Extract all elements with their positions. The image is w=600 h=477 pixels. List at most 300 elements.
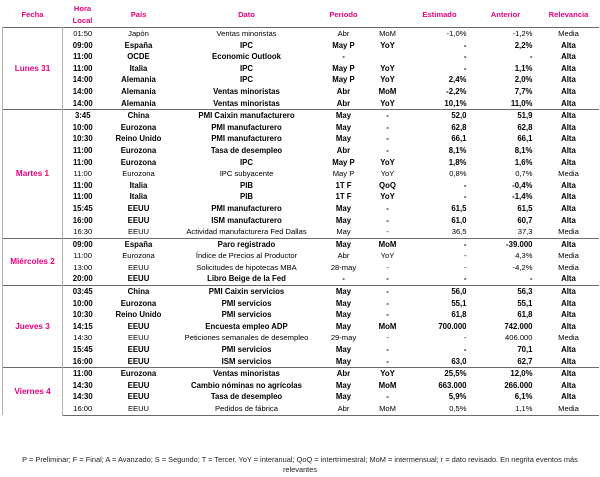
estimado-cell: 55,1	[451, 298, 467, 308]
table-row	[3, 74, 599, 86]
tipo-cell: -	[386, 215, 389, 225]
relevancia-cell: Media	[558, 169, 579, 179]
dato-cell: Ventas minoristas	[175, 368, 319, 380]
day-group	[3, 110, 599, 239]
periodo-cell: May P	[332, 157, 355, 167]
relevancia-cell: Media	[539, 403, 599, 415]
dato-cell: PMI servicios	[221, 298, 272, 308]
relevancia-cell: Alta	[539, 368, 599, 380]
dato-cell: Ventas minoristas	[175, 98, 319, 110]
tipo-cell: -	[386, 310, 389, 320]
tipo-cell: -	[369, 110, 407, 122]
anterior-cell: 12,0%	[473, 368, 539, 380]
anterior-cell: 4,3%	[515, 251, 533, 261]
table-row	[3, 63, 599, 75]
relevancia-cell: Alta	[561, 215, 576, 225]
periodo-cell: May P	[332, 169, 355, 179]
anterior-cell: 66,1	[517, 134, 533, 144]
periodo-cell: Abr	[337, 251, 350, 261]
relevancia-cell: Alta	[561, 321, 576, 331]
estimado-cell: -2,2%	[446, 86, 467, 96]
header-dato: Dato	[238, 10, 255, 20]
hora-cell: 14:30	[72, 380, 93, 390]
dato-cell: IPC	[240, 40, 253, 50]
estimado-cell: 56,0	[407, 286, 473, 298]
estimado-cell: 61,0	[451, 215, 467, 225]
relevancia-cell: Alta	[561, 192, 576, 202]
dato-cell: ISM manufacturero	[211, 215, 282, 225]
relevancia-cell: Alta	[561, 63, 576, 73]
periodo-cell: May	[319, 110, 369, 122]
anterior-cell: 0,7%	[515, 169, 533, 179]
dato-cell: PMI Caixin manufacturero	[175, 110, 319, 122]
relevancia-cell: Alta	[539, 238, 599, 250]
hora-cell: 11:00	[72, 192, 93, 202]
relevancia-cell: Alta	[561, 52, 576, 62]
hora-cell: 10:00	[72, 298, 93, 308]
periodo-cell: May	[319, 356, 369, 368]
pais-cell: China	[103, 110, 175, 122]
header-periodo: Periodo	[329, 10, 358, 20]
table-row	[3, 298, 599, 310]
periodo-cell: -	[319, 273, 369, 285]
periodo-cell: May	[335, 122, 352, 132]
pais-cell: Eurozona	[120, 157, 157, 167]
anterior-cell: -	[529, 52, 533, 62]
tipo-cell: YoY	[369, 98, 407, 110]
periodo-cell: 29-may	[330, 333, 357, 343]
header-pais: País	[130, 10, 147, 20]
hora-cell: 14:15	[72, 321, 93, 331]
hora-cell: 10:30	[72, 134, 93, 144]
periodo-cell: Abr	[336, 86, 351, 96]
periodo-cell: -	[342, 52, 345, 62]
anterior-cell: 1,1%	[514, 63, 533, 73]
estimado-cell: 0,8%	[449, 169, 467, 179]
anterior-cell: 55,1	[517, 298, 533, 308]
dato-cell: PMI manufacturero	[211, 134, 282, 144]
hora-cell: 16:00	[72, 215, 93, 225]
dato-cell: PMI manufacturero	[211, 203, 282, 213]
table-row	[3, 250, 599, 262]
hora-cell: 10:30	[72, 310, 93, 320]
tipo-cell: -	[386, 333, 389, 343]
hora-cell: 11:00	[73, 169, 92, 179]
estimado-cell: 1,8%	[448, 157, 467, 167]
pais-cell: EEUU	[127, 321, 150, 331]
relevancia-cell: Media	[558, 333, 579, 343]
pais-cell: EEUU	[127, 380, 150, 390]
tipo-cell: MoM	[369, 28, 407, 40]
estimado-cell: -	[463, 345, 467, 355]
periodo-cell: May	[319, 226, 369, 238]
anterior-cell: 62,7	[473, 356, 539, 368]
estimado-cell: 66,1	[451, 134, 467, 144]
dato-cell: Paro registrado	[175, 238, 319, 250]
table-row	[3, 28, 599, 40]
header-hora: Hora Local	[72, 4, 93, 25]
anterior-cell: 8,1%	[514, 145, 533, 155]
estimado-cell: 61,5	[451, 203, 467, 213]
table-row	[3, 215, 599, 227]
hora-cell: 01:50	[63, 28, 103, 40]
pais-cell: Alemania	[103, 98, 175, 110]
tipo-cell: -	[386, 122, 389, 132]
day-group	[3, 286, 599, 368]
table-row	[3, 273, 599, 285]
hora-cell: 16:00	[63, 356, 103, 368]
day-label: Jueves 3	[3, 286, 63, 368]
dato-cell: Índice de Precios al Productor	[195, 251, 298, 261]
estimado-cell: -	[463, 192, 467, 202]
hora-cell: 20:00	[63, 273, 103, 285]
table-row	[3, 403, 599, 415]
anterior-cell: 70,1	[517, 345, 533, 355]
hora-cell: 14:00	[63, 98, 103, 110]
pais-cell: Alemania	[121, 86, 156, 96]
table-row	[3, 191, 599, 203]
pais-cell: EEUU	[127, 262, 150, 272]
hora-cell: 11:00	[72, 157, 93, 167]
anterior-cell: -1,2%	[473, 28, 539, 40]
table-row	[3, 332, 599, 344]
table-row	[3, 344, 599, 356]
pais-cell: China	[103, 286, 175, 298]
header-fecha: Fecha	[21, 10, 44, 20]
header-estimado: Estimado	[422, 10, 457, 20]
tipo-cell: MoM	[378, 321, 397, 331]
periodo-cell: May	[335, 321, 352, 331]
dato-cell: PMI Caixin servicios	[175, 286, 319, 298]
anterior-cell: 51,9	[473, 110, 539, 122]
tipo-cell: -	[369, 226, 407, 238]
pais-cell: EEUU	[103, 226, 175, 238]
footnote: P = Preliminar; F = Final; A = Avanzado; S = Segundo; T = Tercer. YoY = interanual; QoQ = intertrimestral; MoM = intermensual; r = dato revisado. En negrita eventos más relevantes	[22, 455, 578, 474]
tipo-cell: -	[369, 286, 407, 298]
anterior-cell: -4,2%	[512, 262, 533, 272]
dato-cell: PMI servicios	[221, 345, 272, 355]
table-row	[3, 86, 599, 98]
table-row	[3, 286, 599, 298]
anterior-cell: 62,8	[517, 122, 533, 132]
pais-cell: Italia	[129, 180, 148, 190]
dato-cell: IPC subyacente	[219, 169, 274, 179]
day-label: Miércoles 2	[3, 238, 63, 285]
anterior-cell: 7,7%	[514, 86, 533, 96]
estimado-cell: -	[463, 262, 467, 272]
periodo-cell: 1T F	[335, 180, 352, 190]
relevancia-cell: Alta	[561, 180, 576, 190]
table-row	[3, 157, 599, 169]
estimado-cell: -1,0%	[407, 28, 473, 40]
relevancia-cell: Alta	[561, 380, 576, 390]
periodo-cell: May	[335, 310, 352, 320]
periodo-cell: Abr	[319, 28, 369, 40]
periodo-cell: Abr	[319, 403, 369, 415]
estimado-cell: 700.000	[438, 321, 467, 331]
dato-cell: Libro Beige de la Fed	[175, 273, 319, 285]
estimado-cell: -	[407, 238, 473, 250]
estimado-cell: -	[463, 251, 467, 261]
hora-cell: 16:00	[63, 403, 103, 415]
hora-cell: 10:00	[72, 122, 93, 132]
pais-cell: Reino Unido	[115, 134, 162, 144]
tipo-cell: -	[386, 298, 389, 308]
table-row	[3, 168, 599, 180]
day-group	[3, 368, 599, 415]
pais-cell: Italia	[129, 192, 148, 202]
dato-cell: ISM servicios	[175, 356, 319, 368]
relevancia-cell: Media	[539, 28, 599, 40]
anterior-cell: 266.000	[504, 380, 533, 390]
anterior-cell: 37,3	[473, 226, 539, 238]
tipo-cell: MoM	[369, 403, 407, 415]
estimado-cell: 25,5%	[407, 368, 473, 380]
tipo-cell: -	[386, 145, 389, 155]
tipo-cell: MoM	[369, 238, 407, 250]
tipo-cell: -	[386, 392, 389, 402]
estimado-cell: -	[407, 273, 473, 285]
table-header	[3, 3, 599, 28]
tipo-cell: YoY	[380, 169, 395, 179]
pais-cell: EEUU	[103, 273, 175, 285]
estimado-cell: 52,0	[407, 110, 473, 122]
pais-cell: OCDE	[127, 52, 150, 62]
hora-cell: 09:00	[72, 40, 93, 50]
relevancia-cell: Alta	[561, 157, 576, 167]
tipo-cell: YoY	[369, 368, 407, 380]
anterior-cell: 2,2%	[514, 40, 533, 50]
periodo-cell: May	[335, 380, 352, 390]
pais-cell: Eurozona	[120, 122, 157, 132]
dato-cell: Cambio nóminas no agrícolas	[191, 380, 302, 390]
day-label: Lunes 31	[3, 28, 63, 110]
periodo-cell: May	[335, 345, 352, 355]
table-row	[3, 391, 599, 403]
table-row	[3, 40, 599, 52]
estimado-cell: 61,8	[451, 310, 467, 320]
tipo-cell: YoY	[380, 157, 395, 167]
anterior-cell: -	[473, 273, 539, 285]
header-relevancia: Relevancia	[548, 10, 589, 20]
periodo-cell: May	[335, 203, 352, 213]
estimado-cell: 62,8	[451, 122, 467, 132]
table-row	[3, 98, 599, 110]
anterior-cell: 742.000	[504, 321, 533, 331]
tipo-cell: QoQ	[379, 180, 396, 190]
periodo-cell: May	[335, 215, 352, 225]
anterior-cell: 1,1%	[473, 403, 539, 415]
day-group	[3, 238, 599, 285]
tipo-cell: -	[386, 345, 389, 355]
tipo-cell: -	[386, 262, 389, 272]
anterior-cell: 1,6%	[514, 157, 533, 167]
pais-cell: Japón	[103, 28, 175, 40]
hora-cell: 3:45	[63, 110, 103, 122]
table-row	[3, 309, 599, 321]
pais-cell: Alemania	[121, 75, 156, 85]
estimado-cell: -	[463, 52, 467, 62]
table-row	[3, 51, 599, 63]
table-row	[3, 368, 599, 380]
hora-cell: 11:00	[72, 180, 93, 190]
pais-cell: Eurozona	[122, 169, 155, 179]
header-tipo	[369, 3, 407, 28]
estimado-cell: 0,5%	[407, 403, 473, 415]
dato-cell: IPC	[240, 63, 253, 73]
tipo-cell: YoY	[380, 251, 395, 261]
table-row	[3, 380, 599, 392]
hora-cell: 03:45	[63, 286, 103, 298]
dato-cell: Pedidos de fábrica	[175, 403, 319, 415]
periodo-cell: May P	[332, 40, 355, 50]
table-row	[3, 226, 599, 238]
anterior-cell: -39.000	[473, 238, 539, 250]
header-anterior: Anterior	[490, 10, 521, 20]
dato-cell: Ventas minoristas	[175, 28, 319, 40]
calendar-table	[2, 3, 599, 416]
anterior-cell: 61,8	[517, 310, 533, 320]
table-row	[3, 203, 599, 215]
pais-cell: Eurozona	[103, 368, 175, 380]
estimado-cell: 2,4%	[448, 75, 467, 85]
relevancia-cell: Alta	[561, 392, 576, 402]
pais-cell: EEUU	[127, 333, 150, 343]
periodo-cell: May	[335, 298, 352, 308]
table-row	[3, 356, 599, 368]
anterior-cell: 406.000	[505, 333, 533, 343]
hora-cell: 16:30	[63, 226, 103, 238]
tipo-cell: -	[386, 203, 389, 213]
relevancia-cell: Alta	[561, 203, 576, 213]
anterior-cell: 2,0%	[514, 75, 533, 85]
hora-cell: 15:45	[72, 345, 93, 355]
pais-cell: España	[124, 40, 153, 50]
estimado-cell: -	[463, 40, 467, 50]
periodo-cell: May P	[332, 75, 355, 85]
relevancia-cell: Alta	[561, 134, 576, 144]
hora-cell: 09:00	[63, 238, 103, 250]
pais-cell: Eurozona	[122, 251, 155, 261]
dato-cell: Solicitudes de hipotecas MBA	[196, 262, 297, 272]
table-row	[3, 321, 599, 333]
hora-cell: 14:30	[73, 333, 93, 343]
dato-cell: Economic Outlook	[212, 52, 281, 62]
relevancia-cell: Alta	[539, 356, 599, 368]
tipo-cell: -	[369, 273, 407, 285]
dato-cell: Tasa de desempleo	[210, 392, 283, 402]
dato-cell: Actividad manufacturera Fed Dallas	[175, 226, 319, 238]
table-row	[3, 180, 599, 192]
estimado-cell: 663.000	[438, 380, 467, 390]
tipo-cell: MoM	[378, 380, 397, 390]
dato-cell: Ventas minoristas	[213, 86, 280, 96]
anterior-cell: 61,5	[517, 203, 533, 213]
periodo-cell: 1T F	[335, 192, 352, 202]
table-row	[3, 133, 599, 145]
relevancia-cell: Alta	[561, 75, 576, 85]
periodo-cell: May	[335, 134, 352, 144]
table-row	[3, 122, 599, 134]
relevancia-cell: Media	[558, 251, 579, 261]
day-label: Viernes 4	[3, 368, 63, 415]
tipo-cell: YoY	[380, 63, 395, 73]
day-label: Martes 1	[3, 110, 63, 239]
relevancia-cell: Alta	[539, 98, 599, 110]
hora-cell: 11:00	[73, 251, 92, 261]
periodo-cell: Abr	[319, 98, 369, 110]
estimado-cell: -	[463, 333, 467, 343]
pais-cell: Italia	[129, 63, 148, 73]
tipo-cell: YoY	[380, 40, 395, 50]
relevancia-cell: Alta	[539, 110, 599, 122]
dato-cell: Peticiones semanales de desempleo	[184, 333, 309, 343]
dato-cell: IPC	[240, 75, 253, 85]
relevancia-cell: Alta	[561, 122, 576, 132]
periodo-cell: May	[319, 286, 369, 298]
table-row	[3, 238, 599, 250]
table-row	[3, 110, 599, 122]
estimado-cell: 36,5	[407, 226, 473, 238]
estimado-cell: -	[463, 63, 467, 73]
table-row	[3, 145, 599, 157]
relevancia-cell: Alta	[561, 145, 576, 155]
anterior-cell: -1,4%	[512, 192, 533, 202]
day-group	[3, 28, 599, 110]
anterior-cell: 6,1%	[514, 392, 533, 402]
pais-cell: Reino Unido	[115, 310, 162, 320]
relevancia-cell: Alta	[561, 86, 576, 96]
estimado-cell: -	[463, 180, 467, 190]
hora-cell: 11:00	[72, 145, 93, 155]
table-row	[3, 262, 599, 274]
dato-cell: PIB	[240, 192, 253, 202]
hora-cell: 14:00	[72, 75, 93, 85]
dato-cell: PIB	[240, 180, 253, 190]
hora-cell: 15:45	[72, 203, 93, 213]
dato-cell: PMI servicios	[221, 310, 272, 320]
tipo-cell	[369, 51, 407, 63]
pais-cell: España	[103, 238, 175, 250]
periodo-cell: Abr	[319, 368, 369, 380]
anterior-cell: 11,0%	[473, 98, 539, 110]
periodo-cell: May	[319, 238, 369, 250]
tipo-cell: -	[369, 356, 407, 368]
anterior-cell: 56,3	[473, 286, 539, 298]
tipo-cell: MoM	[378, 86, 397, 96]
dato-cell: Encuesta empleo ADP	[205, 321, 288, 331]
tipo-cell: YoY	[380, 192, 395, 202]
hora-cell: 11:00	[72, 52, 93, 62]
dato-cell: PMI manufacturero	[211, 122, 282, 132]
estimado-cell: 10,1%	[407, 98, 473, 110]
relevancia-cell: Media	[539, 226, 599, 238]
relevancia-cell: Media	[558, 262, 579, 272]
periodo-cell: May P	[332, 63, 355, 73]
hora-cell: 14:30	[72, 392, 93, 402]
hora-cell: 14:00	[72, 86, 93, 96]
pais-cell: EEUU	[127, 392, 150, 402]
pais-cell: EEUU	[103, 403, 175, 415]
tipo-cell: -	[386, 134, 389, 144]
pais-cell: EEUU	[127, 215, 150, 225]
dato-cell: Tasa de desempleo	[210, 145, 283, 155]
relevancia-cell: Alta	[539, 273, 599, 285]
dato-cell: IPC	[240, 157, 253, 167]
pais-cell: Eurozona	[120, 298, 157, 308]
estimado-cell: 5,9%	[448, 392, 467, 402]
relevancia-cell: Alta	[561, 40, 576, 50]
